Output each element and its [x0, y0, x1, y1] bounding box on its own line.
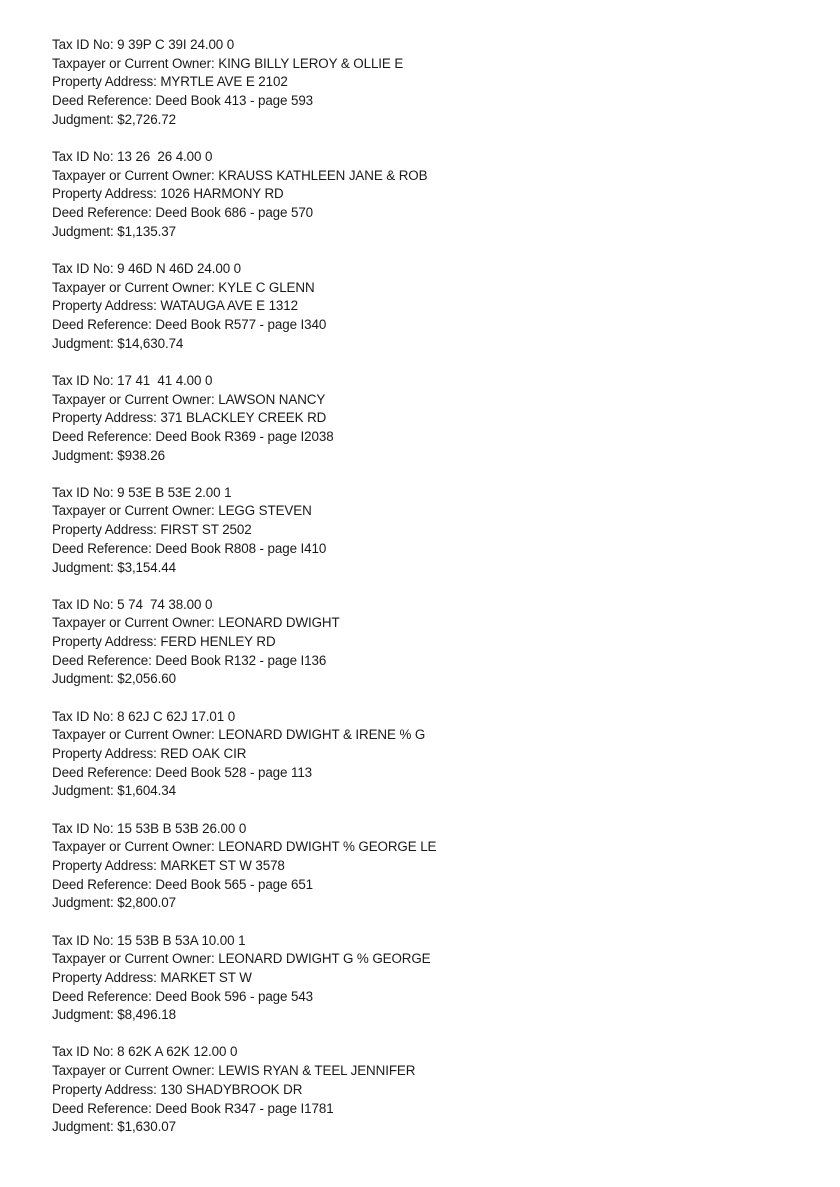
tax-record	[52, 1043, 812, 1136]
judgment-line: Judgment: $2,056.60	[52, 671, 176, 687]
tax-record	[52, 820, 812, 913]
address-line: Property Address: MARKET ST W	[52, 969, 252, 985]
owner-line: Taxpayer or Current Owner: KING BILLY LEROY & OLLIE E	[52, 55, 404, 71]
tax-id-line: Tax ID No: 9 39P C 39I 24.00 0	[52, 37, 235, 52]
tax-id-line: Tax ID No: 9 46D N 46D 24.00 0	[52, 260, 242, 276]
tax-record	[52, 708, 812, 801]
address-line: Property Address: FIRST ST 2502	[52, 522, 252, 538]
tax-id-line: Tax ID No: 15 53B B 53B 26.00 0	[52, 820, 247, 836]
deed-line: Deed Reference: Deed Book R347 - page I1781	[52, 1100, 334, 1116]
address-line: Property Address: RED OAK CIR	[52, 746, 247, 761]
deed-line: Deed Reference: Deed Book 413 - page 593	[52, 93, 314, 109]
address-line: Property Address: MARKET ST W 3578	[52, 857, 285, 873]
tax-id-line: Tax ID No: 8 62K A 62K 12.00 0	[52, 1044, 238, 1060]
tax-id-line: Tax ID No: 17 41 41 4.00 0	[52, 372, 213, 388]
owner-line: Taxpayer or Current Owner: LEGG STEVEN	[52, 503, 312, 519]
judgment-line: Judgment: $3,154.44	[52, 559, 176, 575]
tax-id-line: Tax ID No: 15 53B B 53A 10.00 1	[52, 932, 246, 948]
tax-id-line: Tax ID No: 5 74 74 38.00 0	[52, 596, 213, 612]
deed-line: Deed Reference: Deed Book 686 - page 570	[52, 205, 314, 220]
owner-line: Taxpayer or Current Owner: LEONARD DWIGHT G % GEORGE	[52, 951, 431, 967]
tax-record	[52, 932, 812, 1025]
deed-line: Deed Reference: Deed Book 596 - page 543	[52, 988, 314, 1004]
tax-record	[52, 36, 812, 129]
deed-line: Deed Reference: Deed Book R577 - page I340	[52, 316, 327, 332]
owner-line: Taxpayer or Current Owner: LEWIS RYAN & TEEL JENNIFER	[52, 1063, 416, 1079]
deed-line: Deed Reference: Deed Book R132 - page I136	[52, 652, 327, 668]
address-line: Property Address: 1026 HARMONY RD	[52, 186, 284, 202]
judgment-line: Judgment: $8,496.18	[52, 1007, 176, 1023]
deed-line: Deed Reference: Deed Book 528 - page 113	[52, 764, 313, 780]
deed-line: Deed Reference: Deed Book R369 - page I2038	[52, 428, 334, 444]
address-line: Property Address: 371 BLACKLEY CREEK RD	[52, 410, 327, 426]
judgment-line: Judgment: $14,630.74	[52, 335, 184, 351]
owner-line: Taxpayer or Current Owner: KYLE C GLENN	[52, 279, 315, 295]
deed-line: Deed Reference: Deed Book R808 - page I410	[52, 540, 327, 556]
judgment-line: Judgment: $2,726.72	[52, 111, 176, 127]
judgment-line: Judgment: $2,800.07	[52, 895, 176, 911]
tax-record	[52, 148, 812, 241]
tax-id-line: Tax ID No: 9 53E B 53E 2.00 1	[52, 484, 232, 500]
deed-line: Deed Reference: Deed Book 565 - page 651	[52, 876, 314, 892]
address-line: Property Address: FERD HENLEY RD	[52, 634, 276, 650]
judgment-line: Judgment: $1,604.34	[52, 783, 176, 799]
address-line: Property Address: WATAUGA AVE E 1312	[52, 298, 298, 314]
judgment-line: Judgment: $1,630.07	[52, 1119, 176, 1135]
tax-record	[52, 596, 812, 689]
document-page	[52, 36, 812, 1155]
owner-line: Taxpayer or Current Owner: LAWSON NANCY	[52, 391, 326, 407]
address-line: Property Address: 130 SHADYBROOK DR	[52, 1081, 303, 1097]
owner-line: Taxpayer or Current Owner: LEONARD DWIGHT & IRENE % G	[52, 727, 426, 743]
owner-line: Taxpayer or Current Owner: LEONARD DWIGHT	[52, 615, 340, 631]
tax-record	[52, 260, 812, 353]
owner-line: Taxpayer or Current Owner: KRAUSS KATHLEEN JANE & ROB	[52, 167, 428, 183]
tax-record	[52, 484, 812, 577]
judgment-line: Judgment: $1,135.37	[52, 223, 176, 239]
tax-id-line: Tax ID No: 8 62J C 62J 17.01 0	[52, 708, 236, 724]
tax-id-line: Tax ID No: 13 26 26 4.00 0	[52, 148, 213, 164]
judgment-line: Judgment: $938.26	[52, 447, 165, 463]
address-line: Property Address: MYRTLE AVE E 2102	[52, 74, 288, 90]
owner-line: Taxpayer or Current Owner: LEONARD DWIGHT % GEORGE LE	[52, 839, 437, 855]
tax-record	[52, 372, 812, 465]
